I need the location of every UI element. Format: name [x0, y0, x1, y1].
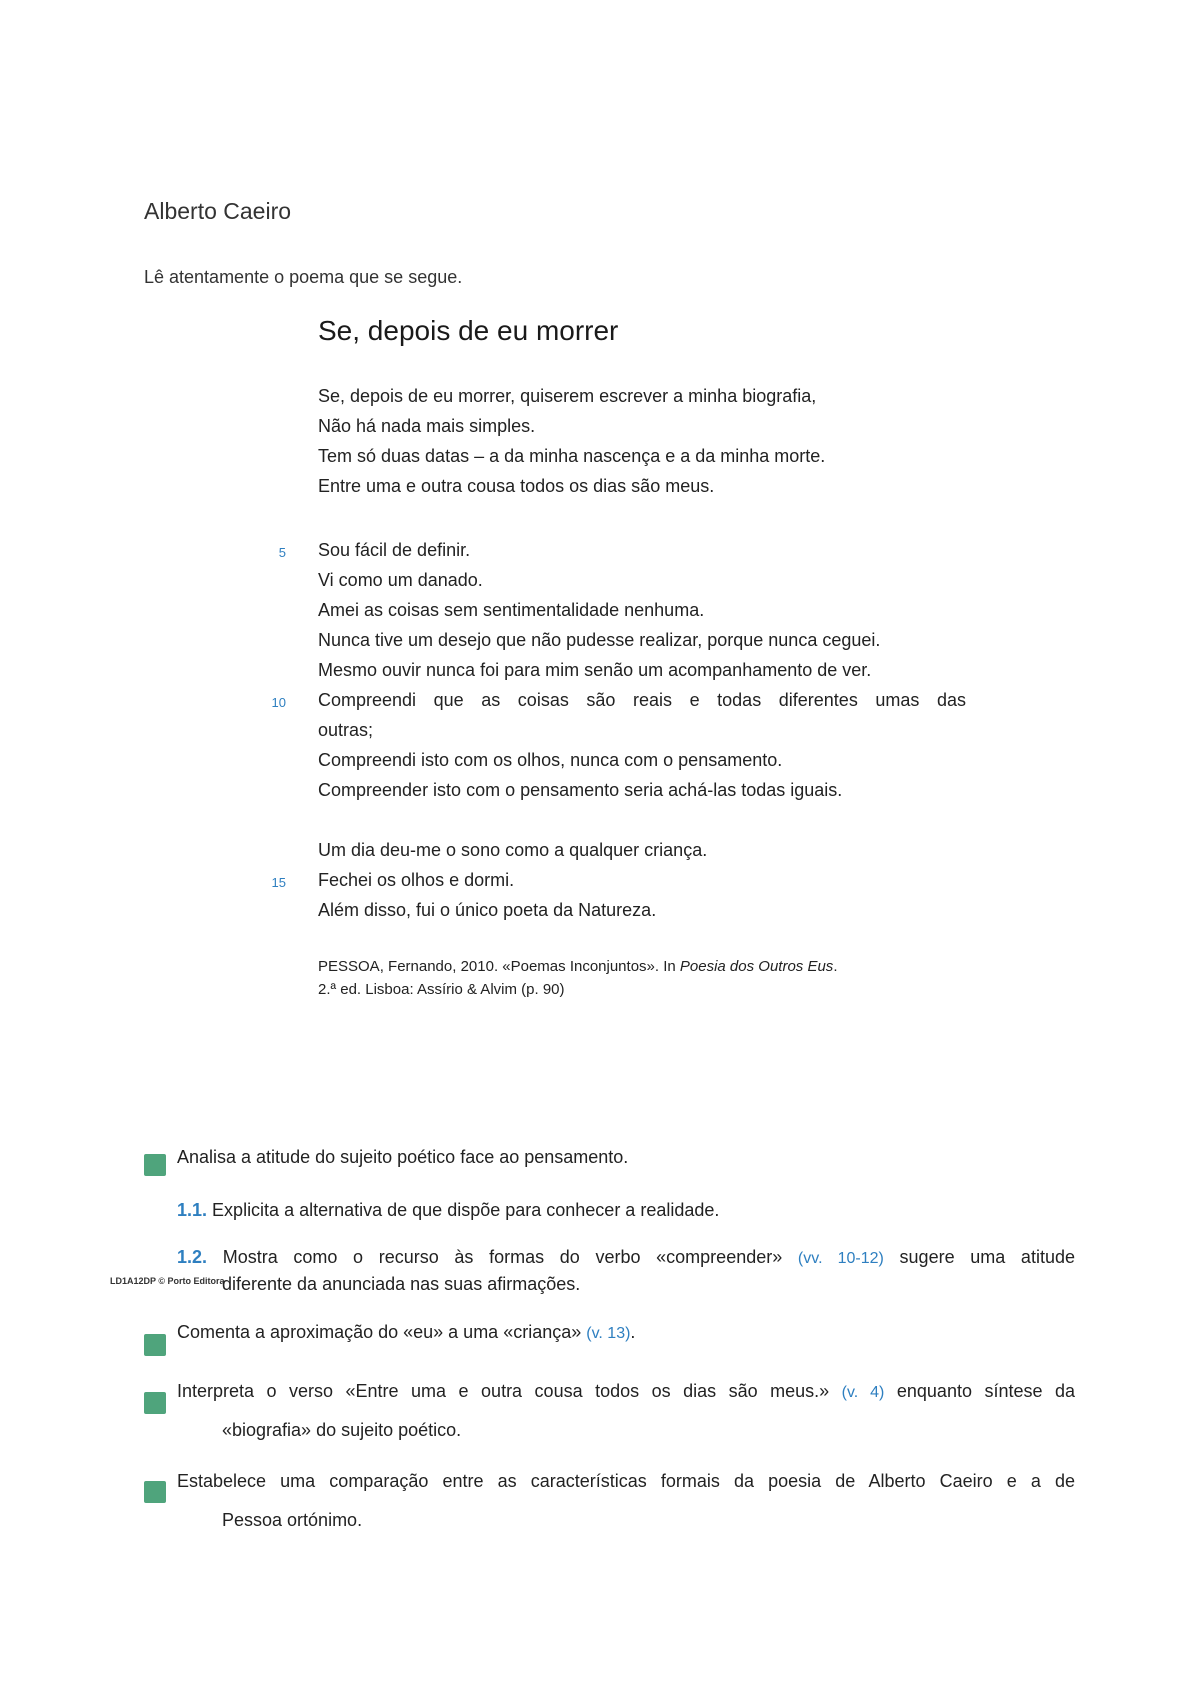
poem-line: Nunca tive um desejo que não pudesse realizar, porque nunca ceguei.	[318, 630, 881, 650]
question-marker	[144, 1154, 166, 1176]
question-number: 1.1.	[177, 1200, 208, 1220]
question-4: Estabelece uma comparação entre as características formais da poesia de Alberto Caeiro e a de	[177, 1471, 1075, 1491]
side-label: LD1A12DP © Porto Editora	[110, 1276, 225, 1286]
question-text: enquanto síntese da	[896, 1381, 1075, 1401]
question-1-2	[177, 1247, 1075, 1268]
question-text: Comenta a aproximação do «eu» a uma «criança»	[177, 1322, 582, 1342]
question-3-continuation: «biografia» do sujeito poético.	[222, 1420, 462, 1440]
question-punctuation: .	[630, 1322, 636, 1342]
poem-title: Se, depois de eu morrer	[318, 315, 619, 346]
poem-line: Tem só duas datas – a da minha nascença e a da minha morte.	[318, 446, 826, 466]
question-1-2-continuation: diferente da anunciada nas suas afirmações.	[222, 1274, 581, 1294]
poem-line: Amei as coisas sem sentimentalidade nenhuma.	[318, 600, 705, 620]
verse-reference: (vv. 10-12)	[797, 1250, 884, 1267]
question-marker	[144, 1334, 166, 1356]
instruction-text: Lê atentamente o poema que se segue.	[144, 267, 463, 287]
question-4-continuation: Pessoa ortónimo.	[222, 1510, 363, 1530]
reference-text: PESSOA, Fernando, 2010. «Poemas Inconjuntos». In	[318, 958, 680, 975]
line-number: 5	[278, 545, 286, 560]
question-marker	[144, 1481, 166, 1503]
reference-book-title: Poesia dos Outros Eus	[679, 958, 834, 975]
verse-reference: (v. 13)	[586, 1325, 631, 1342]
poem-line: Não há nada mais simples.	[318, 416, 536, 436]
poem-line: Um dia deu-me o sono como a qualquer criança.	[318, 840, 708, 860]
reference-edition: 2.ª ed. Lisboa: Assírio & Alvim (p. 90)	[318, 981, 565, 998]
poem-line: Vi como um danado.	[318, 570, 483, 590]
line-number: 15	[271, 875, 286, 890]
question-2	[177, 1322, 635, 1343]
poem-line: Entre uma e outra cousa todos os dias são meus.	[318, 476, 715, 496]
poem-line: Além disso, fui o único poeta da Natureza.	[318, 900, 657, 920]
author-heading: Alberto Caeiro	[144, 198, 292, 224]
question-3	[177, 1381, 1075, 1402]
question-1-1	[177, 1200, 719, 1221]
reference-text: .	[833, 958, 838, 975]
question-text: Interpreta o verso «Entre uma e outra cousa todos os dias são meus.»	[177, 1381, 830, 1401]
line-number: 10	[271, 695, 286, 710]
poem-line: Mesmo ouvir nunca foi para mim senão um acompanhamento de ver.	[318, 660, 872, 680]
poem-line: outras;	[318, 720, 374, 740]
question-text: Mostra como o recurso às formas do verbo «compreender»	[222, 1247, 783, 1267]
question-1: Analisa a atitude do sujeito poético face ao pensamento.	[177, 1147, 629, 1167]
poem-line: Compreender isto com o pensamento seria achá-las todas iguais.	[318, 780, 843, 800]
poem-line: Sou fácil de definir.	[318, 540, 471, 560]
question-number: 1.2.	[177, 1247, 208, 1267]
poem-line: Compreendi isto com os olhos, nunca com o pensamento.	[318, 750, 783, 770]
poem-line: Fechei os olhos e dormi.	[318, 870, 515, 890]
question-text: Explicita a alternativa de que dispõe para conhecer a realidade.	[212, 1200, 720, 1220]
verse-reference: (v. 4)	[841, 1384, 885, 1401]
question-text: sugere uma atitude	[899, 1247, 1075, 1267]
poem-line: Compreendi que as coisas são reais e todas diferentes umas das	[318, 690, 966, 710]
question-marker	[144, 1392, 166, 1414]
poem-reference	[318, 958, 837, 975]
poem-line: Se, depois de eu morrer, quiserem escrever a minha biografia,	[318, 386, 817, 406]
